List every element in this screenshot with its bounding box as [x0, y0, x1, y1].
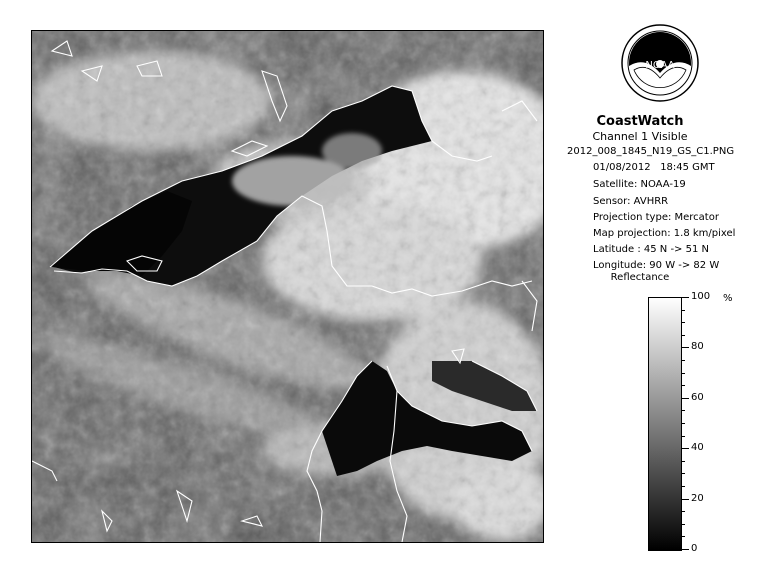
colorbar-minor-tick [681, 310, 685, 311]
brand-title: CoastWatch [596, 114, 684, 129]
colorbar-tick [681, 297, 689, 298]
channel-name: Channel 1 Visible [592, 130, 688, 143]
colorbar-minor-tick [681, 360, 685, 361]
colorbar-tick-label: 80 [691, 341, 704, 353]
colorbar-minor-tick [681, 423, 685, 424]
time-label: 18:45 GMT [660, 162, 715, 173]
colorbar-tick [681, 499, 689, 500]
colorbar-minor-tick [681, 536, 685, 537]
colorbar-minor-tick [681, 473, 685, 474]
colorbar-title: Reflectance [610, 272, 670, 283]
latitude-label: Latitude : 45 N -> 51 N [593, 244, 709, 255]
longitude-label: Longitude: 90 W -> 82 W [593, 260, 720, 271]
colorbar-minor-tick [681, 524, 685, 525]
colorbar-minor-tick [681, 461, 685, 462]
projection-type-label: Projection type: Mercator [593, 212, 719, 223]
noaa-emblem-icon [620, 18, 700, 108]
satellite-label: Satellite: NOAA-19 [593, 179, 686, 190]
sensor-label: Sensor: AVHRR [593, 196, 669, 207]
colorbar-tick-label: 20 [691, 492, 704, 504]
reflectance-colorbar [648, 297, 682, 551]
colorbar-minor-tick [681, 486, 685, 487]
date-time [593, 162, 715, 173]
satellite-image [31, 30, 544, 543]
satellite-map [32, 31, 543, 542]
colorbar-tick-label: 0 [691, 543, 698, 554]
colorbar-tick-label: 100 [691, 291, 711, 302]
colorbar-tick [681, 448, 689, 449]
map-projection-label: Map projection: 1.8 km/pixel [593, 228, 736, 239]
cloud-texture [32, 31, 543, 542]
date-label: 01/08/2012 [593, 162, 651, 173]
colorbar-tick-label: 40 [691, 442, 704, 454]
logo-text: NOAA [645, 60, 675, 71]
colorbar-minor-tick [681, 385, 685, 386]
colorbar-minor-tick [681, 373, 685, 374]
colorbar-tick [681, 549, 689, 550]
colorbar-minor-tick [681, 436, 685, 437]
colorbar-tick [681, 398, 689, 399]
file-name: 2012_008_1845_N19_GS_C1.PNG [567, 146, 735, 157]
colorbar-unit: % [723, 293, 733, 304]
colorbar-minor-tick [681, 410, 685, 411]
colorbar-minor-tick [681, 322, 685, 323]
colorbar-tick-label: 60 [691, 391, 704, 403]
colorbar-minor-tick [681, 511, 685, 512]
colorbar-minor-tick [681, 335, 685, 336]
noaa-logo [620, 18, 700, 108]
colorbar-tick [681, 347, 689, 348]
